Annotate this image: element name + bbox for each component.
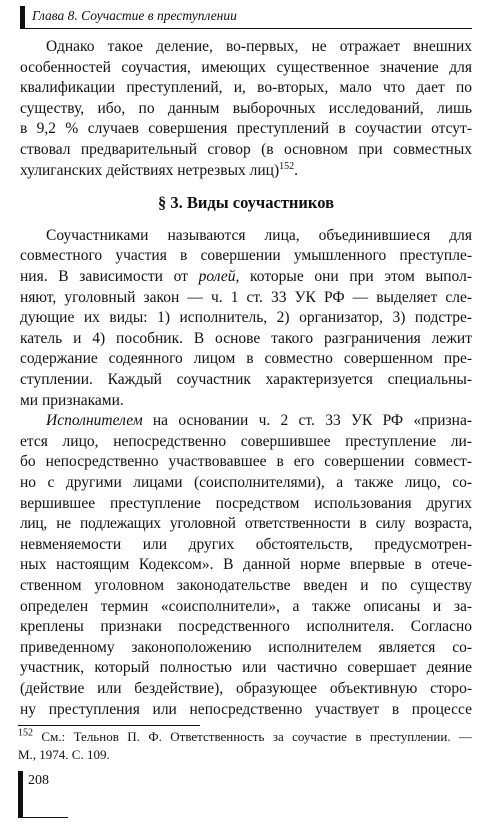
- line-text: хулиганских действиях нетрезвых лиц): [20, 161, 280, 179]
- text-line: содержание содеянного лицом в совместно совершенном пре-: [20, 350, 472, 368]
- text-line: Соучастниками называются лица, объединившиеся для: [46, 226, 472, 244]
- text-line: [20, 266, 472, 287]
- footnote-line: [18, 728, 472, 746]
- emphasis-term: Исполнителем: [46, 412, 143, 430]
- header-marker-bar: [20, 6, 25, 28]
- text-line: дующие их виды: 1) исполнитель, 2) организатор, 3) подстре-: [20, 309, 472, 327]
- footnote-reference: 152: [279, 160, 295, 172]
- text-line: вершившее преступление посредством использования других: [20, 494, 472, 512]
- text-line: ется лицо, непосредственно совершившее преступление ли-: [20, 432, 472, 450]
- text-line: ствовал предварительный сговор (в основном при совместных: [20, 141, 472, 158]
- text-line: но с другими лицами (соисполнителями), а также лицо, со-: [20, 474, 472, 491]
- text-line: [46, 410, 472, 431]
- section-heading: § 3. Виды соучастников: [158, 193, 334, 213]
- text-line: креплены признаки посредственного исполнителя. Согласно: [20, 618, 472, 636]
- text-line: совместного участия в совершении умышленного преступле-: [20, 247, 472, 265]
- text-line: Однако такое деление, во-первых, не отражает внешних: [46, 38, 472, 55]
- footnote-line: М., 1974. С. 109.: [18, 747, 110, 763]
- footnote-number: 152: [18, 728, 33, 739]
- text-line: ну преступления или непосредственно участвует в процессе: [20, 700, 472, 718]
- header-rule: [20, 28, 472, 29]
- emphasis-term: ролей,: [198, 268, 240, 285]
- text-line: ступлении. Каждый соучастник характеризуется специальны-: [20, 371, 472, 388]
- line-text: .: [294, 161, 299, 179]
- text-line: лиц, не подлежащих уголовной ответственности в силу возраста,: [20, 515, 472, 533]
- text-line: [20, 160, 472, 181]
- text-line: няют, уголовный закон — ч. 1 ст. 33 УК РФ — выделяет сле-: [20, 288, 472, 306]
- text-line: приведенному законоположению исполнителем является со-: [20, 638, 472, 656]
- text-line: ственном уголовном законодательстве введен и по существу: [20, 577, 472, 594]
- text-line: ных настоящим Кодексом». В данной норме впервые в отече-: [20, 556, 472, 574]
- text-line: определен термин «соисполнители», а также описаны и за-: [20, 597, 472, 615]
- text-line: ми признаками.: [20, 391, 124, 409]
- text-line: участник, который полностью или частично совершает деяние: [20, 659, 472, 677]
- text-line: особенностей соучастия, имеющих существенное значение для: [20, 58, 472, 76]
- text-line: бо непосредственно участвовавшее в его совершении совмест-: [20, 453, 472, 471]
- text-line: катель и 4) пособник. В основе такого разграничения лежит: [20, 329, 472, 347]
- page-number-rule: [18, 817, 68, 818]
- text-line: существу, ибо, по данным выборочных исследований, лишь: [20, 99, 472, 117]
- line-text: ния. В зависимости от: [20, 268, 199, 285]
- text-line: в 9,2 % случаев совершения преступлений в соучастии отсут-: [20, 120, 472, 138]
- line-text: которые они при этом выпол-: [239, 268, 472, 285]
- line-text: на основании ч. 2 ст. 33 УК РФ «призна-: [142, 412, 472, 430]
- text-line: невменяемости или других обстоятельств, предусмотрен-: [20, 535, 472, 553]
- running-header: Глава 8. Соучастие в преступлении: [32, 8, 237, 23]
- page-number-marker: [18, 771, 23, 818]
- footnote-rule: [18, 725, 200, 726]
- page-number: 208: [28, 773, 49, 789]
- text-line: (действие или бездействие), образующее объективную сторо-: [20, 680, 472, 697]
- footnote-text: См.: Тельнов П. Ф. Ответственность за соучастие в преступлении. —: [33, 729, 472, 745]
- text-line: квалификации преступлений, и, во-вторых, мало что дает по: [20, 79, 472, 97]
